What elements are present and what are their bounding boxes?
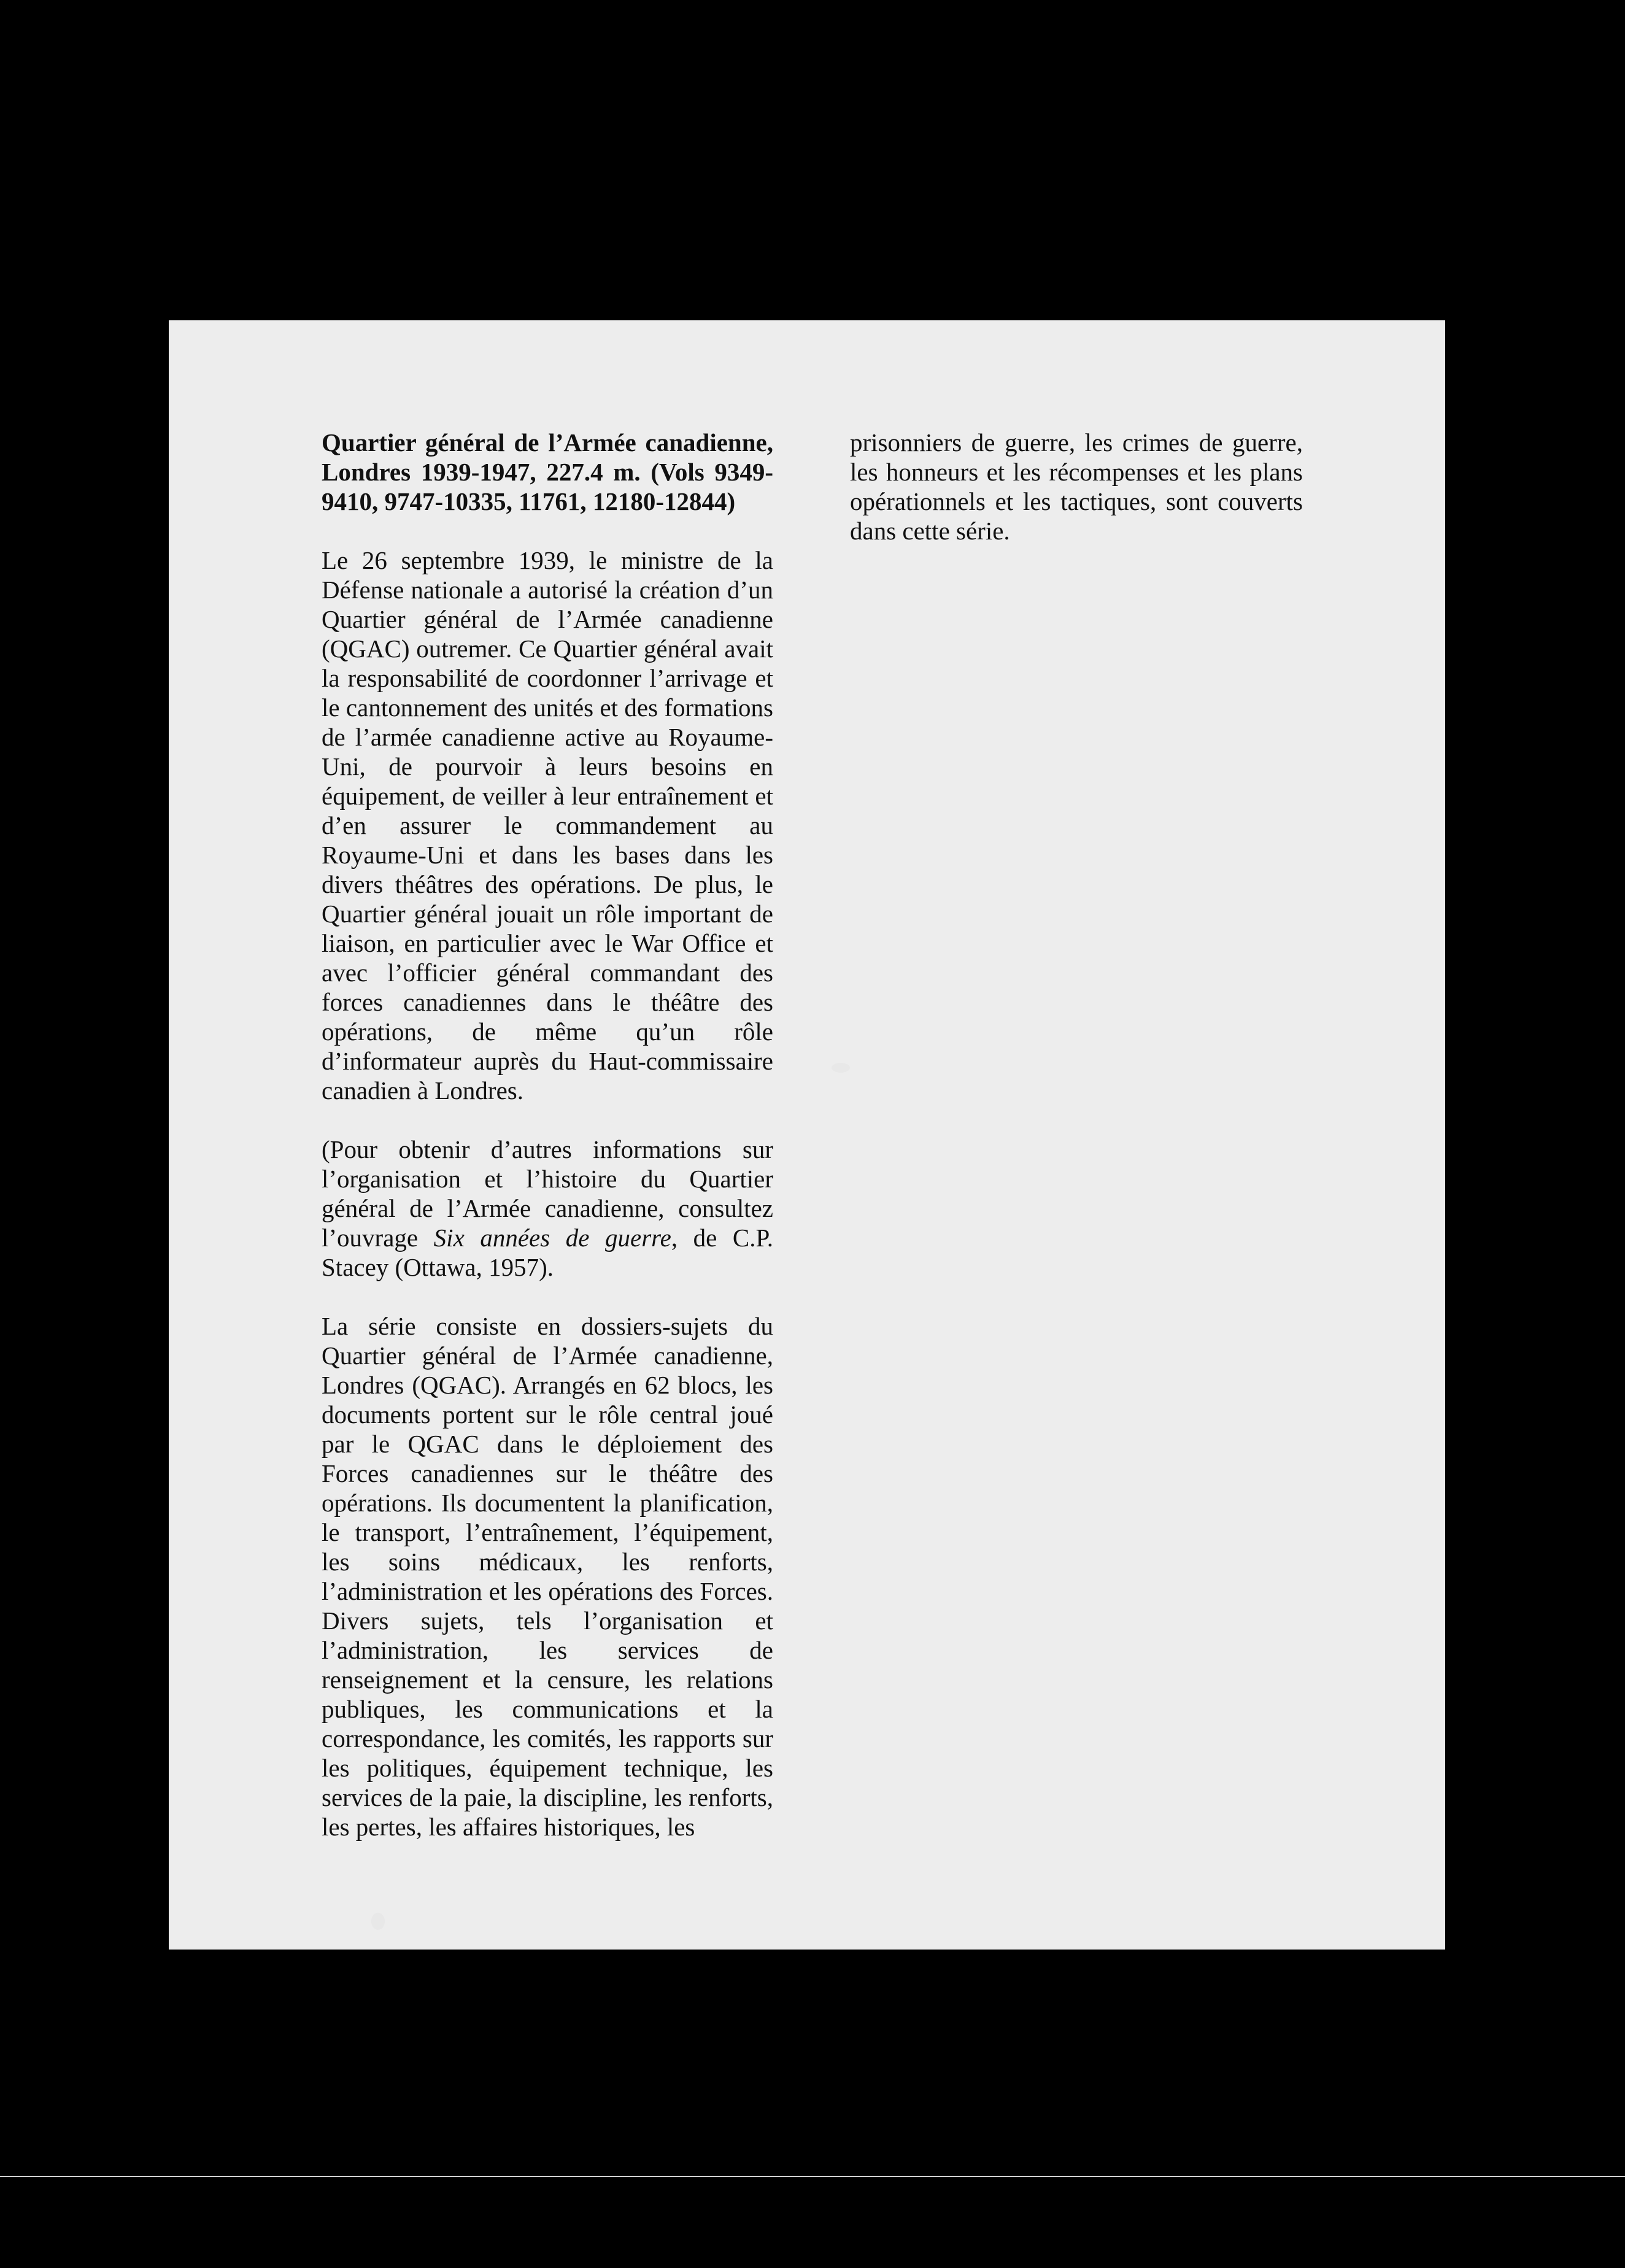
paragraph-series-description: La série consiste en dossiers-sujets du Quartier général de l’Armée canadienne, Londres (QGAC). Arrangés en 62 blocs, les documents portent sur le rôle central joué par le QGAC dans le déploiement des Forces canadiennes sur le théâtre des opérations. Ils documentent la planification, le transport, l’entraînement, l’équipement, les soins médicaux, les renforts, l’administration et les opérations des Forces. Divers sujets, tels l’organisation et l’administration, les services de renseignement et la censure, les relations publiques, les communications et la correspondance, les comités, les rapports sur les politiques, équipement technique, les services de la paie, la discipline, les renforts, les pertes, les affaires historiques, les — [322, 1312, 773, 1841]
reference-text-before: (Pour obtenir d’autres informations sur l’organisation et l’histoire du Quartier général de l’Armée canadienne, consultez l’ouvrage — [322, 1135, 773, 1252]
paragraph-continuation: prisonniers de guerre, les crimes de guerre, les honneurs et les récompenses et les plans opérationnels et les tactiques, sont couverts dans cette série. — [850, 428, 1303, 545]
reference-text-after: , de C.P. Stacey (Ottawa, 1957). — [322, 1224, 774, 1281]
paragraph-history: Le 26 septembre 1939, le ministre de la Défense nationale a autorisé la création d’un Quartier général de l’Armée canadienne (QGAC) outremer. Ce Quartier général avait la responsabilité de coordonner l’arrivage et le cantonnement des unités et des formations de l’armée canadienne active au Royaume-Uni, de pourvoir à leurs besoins en équipement, de veiller à leur entraînement et d’en assurer le commandement au Royaume-Uni et dans les bases dans les divers théâtres des opérations. De plus, le Quartier général jouait un rôle important de liaison, en particulier avec le War Office et avec l’officier général commandant des forces canadiennes dans le théâtre des opérations, de même qu’un rôle d’informateur auprès du Haut-commissaire canadien à Londres. — [322, 546, 773, 1105]
scan-speck — [371, 1913, 385, 1930]
left-column — [322, 428, 773, 1871]
paragraph-reference — [322, 1135, 773, 1282]
scan-edge-line — [0, 2176, 1625, 2177]
series-heading: Quartier général de l’Armée canadienne, Londres 1939-1947, 227.4 m. (Vols 9349-9410, 9747-10335, 11761, 12180-12844) — [322, 428, 773, 515]
document-page — [169, 320, 1445, 1950]
right-column — [850, 428, 1303, 575]
scan-speck — [832, 1063, 850, 1073]
book-title: Six années de guerre — [433, 1224, 671, 1252]
